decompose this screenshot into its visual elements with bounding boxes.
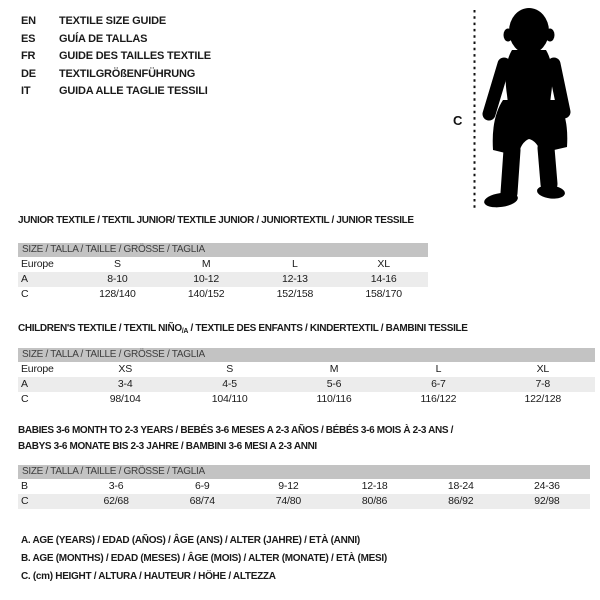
table-rows xyxy=(18,362,595,407)
table-cell: 80/86 xyxy=(361,495,388,507)
table-cell: 4-5 xyxy=(222,378,237,390)
table-title-text: CHILDREN'S TEXTILE / TEXTIL NIÑO xyxy=(18,323,182,334)
size-table-section xyxy=(18,213,428,302)
table-row xyxy=(18,362,595,377)
table-title-text: BABYS 3-6 MONATE BIS 2-3 JAHRE / BAMBINI 3-6 MESI A 2-3 ANNI xyxy=(18,441,317,452)
table-cell: 140/152 xyxy=(187,288,225,300)
table-rows xyxy=(18,479,590,509)
row-label: A xyxy=(21,273,28,285)
size-table-section xyxy=(18,321,595,407)
table-cell: M xyxy=(329,363,339,375)
table-row xyxy=(18,287,428,302)
row-label: Europe xyxy=(21,258,54,270)
size-table xyxy=(18,243,428,302)
table-cell: S xyxy=(113,258,121,270)
table-title-line xyxy=(18,439,590,455)
table-cell: 122/128 xyxy=(524,393,562,405)
table-title-text: / TEXTILE DES ENFANTS / KINDERTEXTIL / BAMBINI TESSILE xyxy=(188,323,468,334)
table-rows xyxy=(18,257,428,302)
table-cell: 18-24 xyxy=(447,480,474,492)
table-cell: 9-12 xyxy=(278,480,299,492)
table-title xyxy=(18,321,595,340)
row-label: Europe xyxy=(21,363,54,375)
table-cell: 12-18 xyxy=(361,480,388,492)
row-label: C xyxy=(21,495,29,507)
table-cell: 116/122 xyxy=(420,393,457,405)
row-label: C xyxy=(21,393,29,405)
language-code: IT xyxy=(21,85,31,97)
size-header-bar: SIZE / TALLA / TAILLE / GRÖSSE / TAGLIA xyxy=(18,465,590,479)
row-label: A xyxy=(21,378,28,390)
language-row xyxy=(21,83,211,101)
height-label: C xyxy=(453,113,463,128)
table-cell: L xyxy=(292,258,298,270)
table-cell: 3-4 xyxy=(117,378,133,390)
table-cell: 62/68 xyxy=(103,495,129,507)
table-row xyxy=(18,479,590,494)
table-cell: 74/80 xyxy=(275,495,302,507)
language-row xyxy=(21,48,211,66)
language-label: TEXTILGRÖßENFÜHRUNG xyxy=(59,67,196,80)
table-cell: XL xyxy=(536,363,550,375)
table-cell: L xyxy=(435,363,442,375)
row-label: C xyxy=(21,288,29,300)
language-label: GUIDA ALLE TAGLIE TESSILI xyxy=(59,85,208,97)
table-cell: 152/158 xyxy=(276,288,314,300)
table-cell: 3-6 xyxy=(108,480,124,492)
table-cell: 92/98 xyxy=(534,495,560,507)
table-cell: 110/116 xyxy=(316,393,352,405)
table-title-text: BABIES 3-6 MONTH TO 2-3 YEARS / BEBÉS 3-6 MESES A 2-3 AÑOS / BÉBÉS 3-6 MOIS À 2-3 ANS / xyxy=(18,425,454,436)
table-title xyxy=(18,423,590,455)
table-cell: 68/74 xyxy=(189,495,215,507)
size-header-bar: SIZE / TALLA / TAILLE / GRÖSSE / TAGLIA xyxy=(18,348,595,362)
language-label: GUÍA DE TALLAS xyxy=(59,32,148,45)
table-title-line xyxy=(18,321,595,340)
toddler-figure xyxy=(430,0,600,220)
language-label: TEXTILE SIZE GUIDE xyxy=(59,15,167,27)
table-cell: 128/140 xyxy=(99,288,136,300)
table-title xyxy=(18,213,428,229)
size-header-bar: SIZE / TALLA / TAILLE / GRÖSSE / TAGLIA xyxy=(18,243,428,257)
toddler-silhouette-icon xyxy=(483,8,567,209)
language-code: FR xyxy=(21,50,36,62)
table-cell: 98/104 xyxy=(109,393,141,405)
table-cell: 6-7 xyxy=(431,378,446,390)
table-cell: XL xyxy=(377,258,390,270)
table-cell: 104/110 xyxy=(211,393,248,405)
table-cell: 7-8 xyxy=(535,378,551,390)
table-cell: 10-12 xyxy=(193,273,220,285)
size-table xyxy=(18,348,595,407)
language-label: GUIDE DES TAILLES TEXTILE xyxy=(59,50,211,62)
table-cell: 24-36 xyxy=(533,480,560,492)
language-code: EN xyxy=(21,15,36,27)
legend-line: C. (cm) HEIGHT / ALTURA / HAUTEUR / HÖHE / ALTEZZA xyxy=(21,571,276,582)
table-cell: 8-10 xyxy=(107,273,128,285)
table-cell: 158/170 xyxy=(365,288,402,300)
language-code: DE xyxy=(21,67,36,80)
table-row xyxy=(18,377,595,392)
table-cell: M xyxy=(201,258,211,270)
table-cell: 14-16 xyxy=(370,273,397,285)
table-title-line xyxy=(18,213,428,229)
size-table-section xyxy=(18,423,590,509)
table-cell: S xyxy=(226,363,233,375)
language-code: ES xyxy=(21,32,36,45)
legend-line: B. AGE (MONTHS) / EDAD (MESES) / ÂGE (MOIS) / ALTER (MONATE) / ETÀ (MESI) xyxy=(21,553,387,564)
size-table xyxy=(18,465,590,509)
language-list xyxy=(21,13,211,101)
table-title-text: /A xyxy=(181,328,189,335)
table-row xyxy=(18,392,595,407)
legend-line: A. AGE (YEARS) / EDAD (AÑOS) / ÂGE (ANS) / ALTER (JAHRE) / ETÀ (ANNI) xyxy=(21,535,360,546)
table-title-line xyxy=(18,423,590,439)
table-cell: 86/92 xyxy=(448,495,474,507)
table-row xyxy=(18,494,590,509)
row-label: B xyxy=(21,480,28,492)
table-cell: 12-13 xyxy=(281,273,308,285)
legend xyxy=(21,532,387,586)
table-row xyxy=(18,272,428,287)
table-row xyxy=(18,257,428,272)
table-title-text: JUNIOR TEXTILE / TEXTIL JUNIOR/ TEXTILE JUNIOR / JUNIORTEXTIL / JUNIOR TESSILE xyxy=(18,215,414,226)
language-row xyxy=(21,13,211,31)
language-row xyxy=(21,31,211,49)
table-cell: XS xyxy=(118,363,132,375)
table-cell: 5-6 xyxy=(326,378,342,390)
language-row xyxy=(21,66,211,84)
table-cell: 6-9 xyxy=(194,480,210,492)
